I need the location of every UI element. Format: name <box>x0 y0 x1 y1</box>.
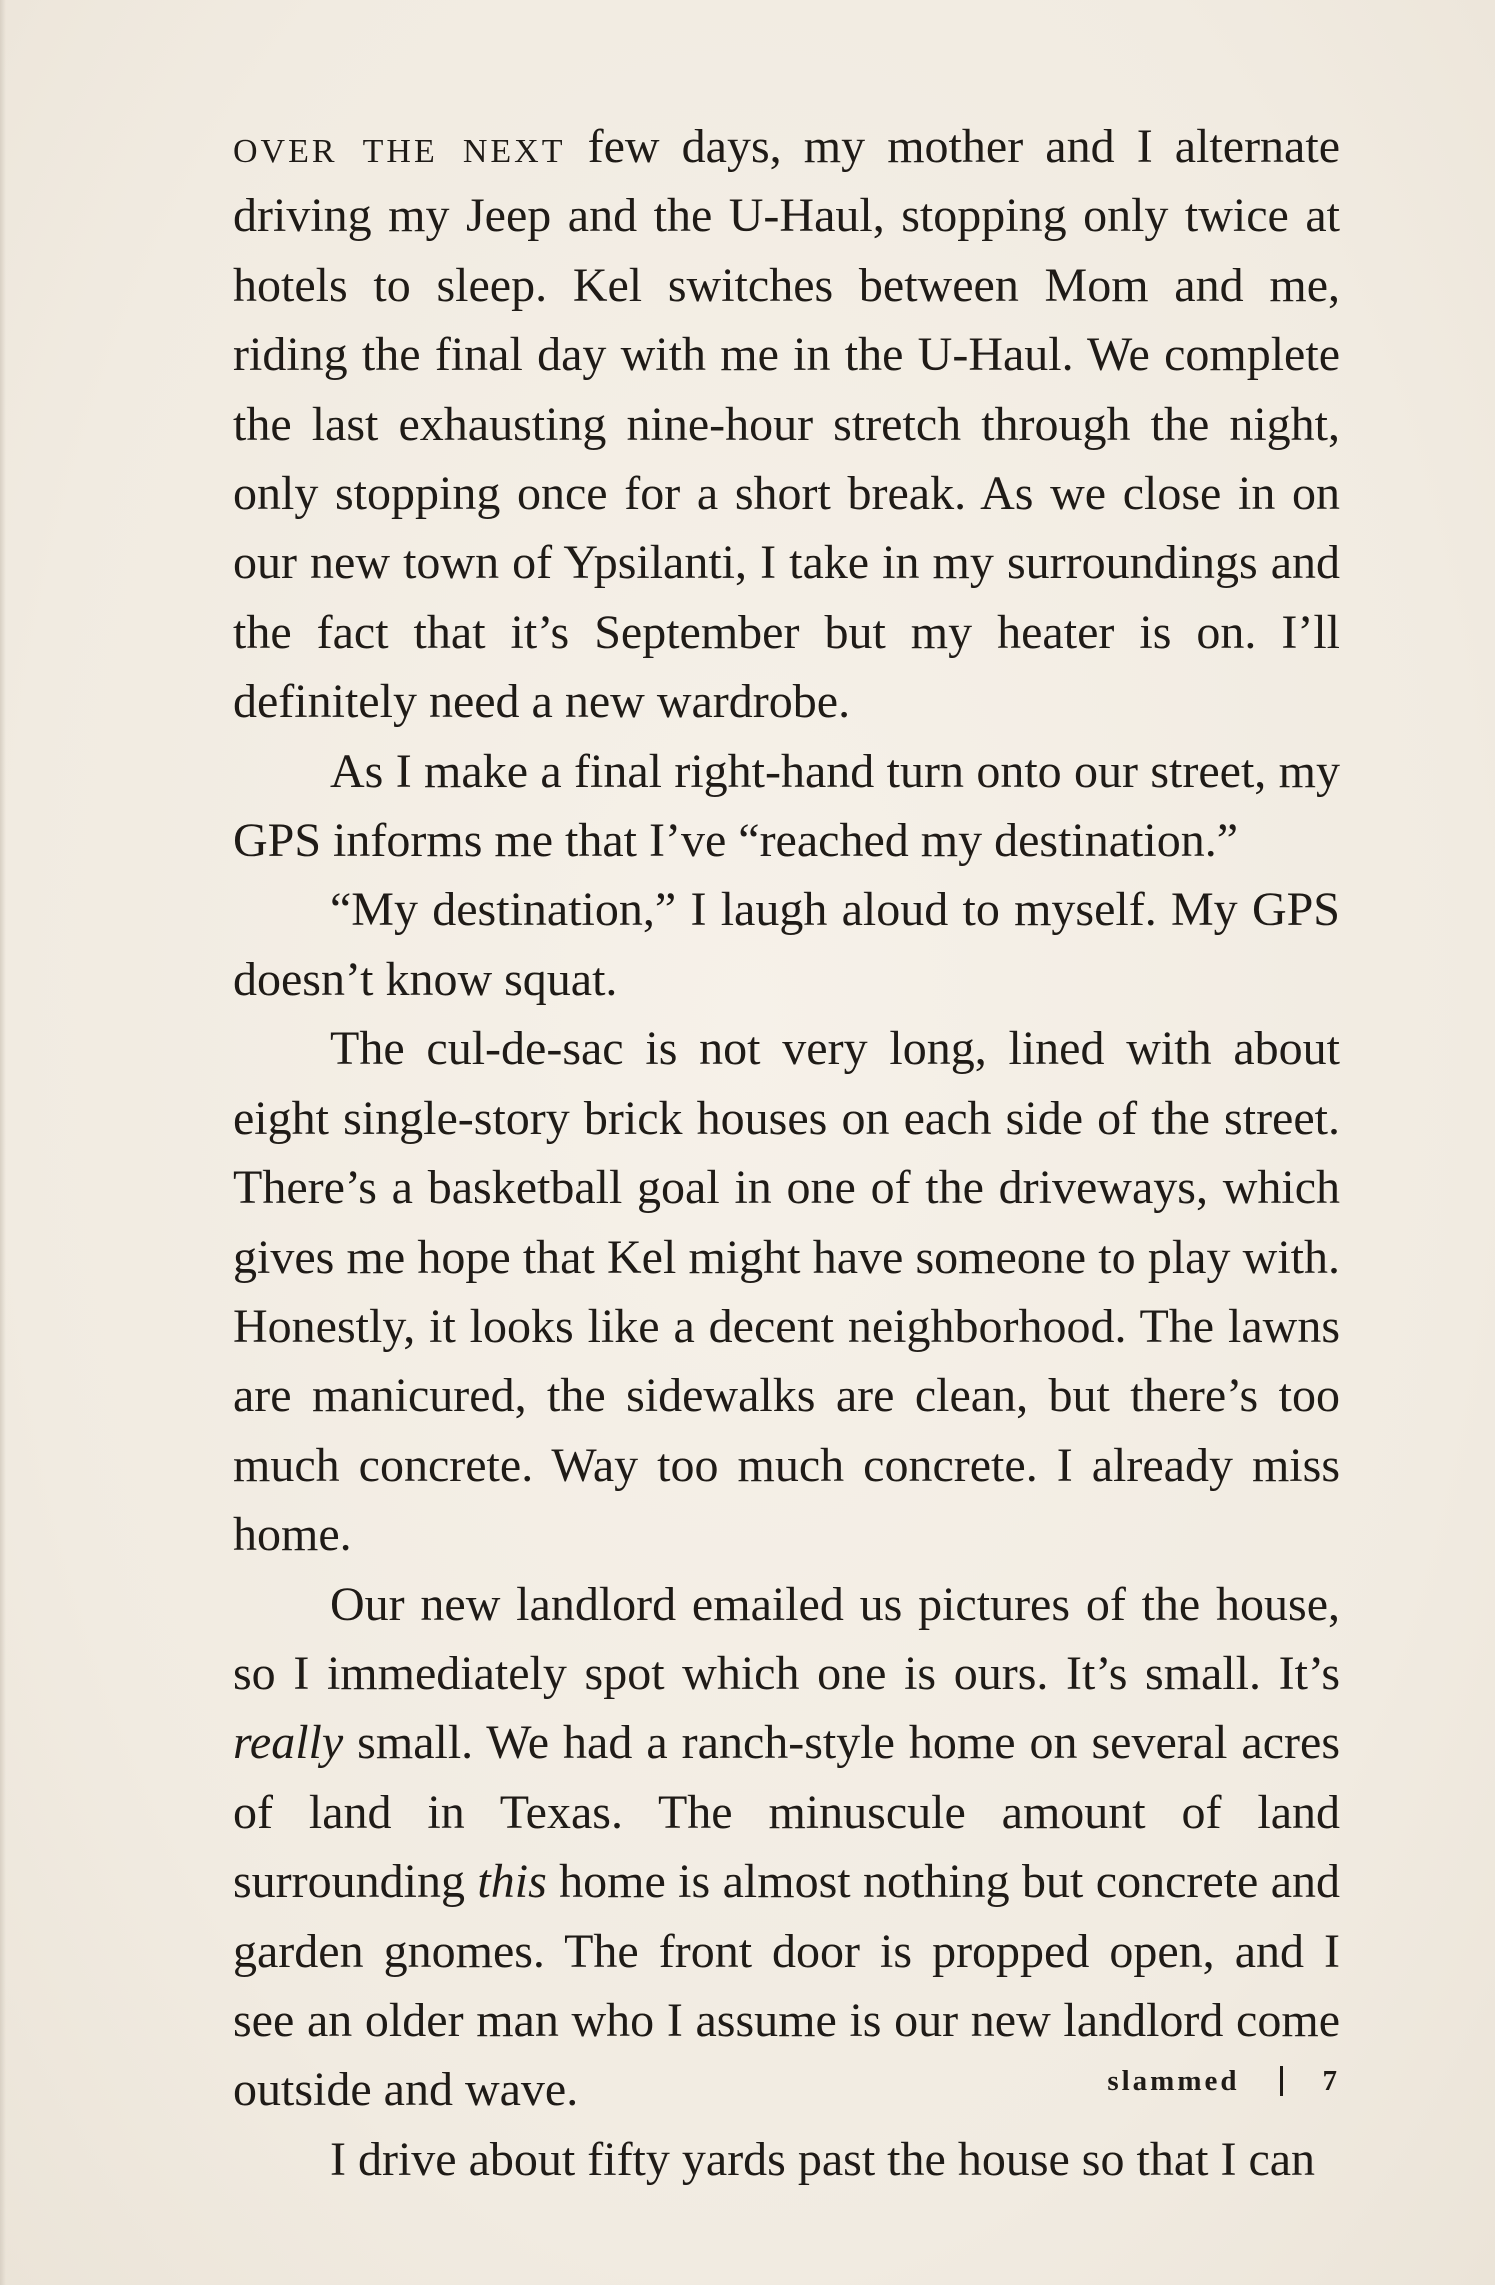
paragraph-3: “My destination,” I laugh aloud to myself. My GPS doesn’t know squat. <box>233 883 1340 1006</box>
body-text <box>233 112 1340 2194</box>
paragraph-2: As I make a final right-hand turn onto our street, my GPS informs me that I’ve “reached my destination.” <box>233 744 1340 868</box>
paragraph-6: I drive about fifty yards past the house so that I can <box>330 2132 1316 2186</box>
page-spine-shadow <box>0 0 6 2285</box>
paragraph-1 <box>233 112 1340 737</box>
paragraph-5-text-b: small. We had a ranch-style home on several acres of land in Texas. The minuscule amount of land surrounding <box>233 1716 1340 1909</box>
emphasis-this: this <box>477 1855 547 1909</box>
paragraph-1-text: few days, my mother and I alternate driving my Jeep and the U-Haul, stopping only twice at hotels to sleep. Kel switches between Mom and me, riding the final day with me in the U-Haul. We complete the last exhausting nine-hour stretch through the night, only stopping once for a short break. As we close in on our new town of Ypsilanti, I take in my surroundings and the fact that it’s September but my heater is on. I’ll definitely need a new wardrobe. <box>233 120 1341 729</box>
paragraph-5-text-a: Our new landlord emailed us pictures of the house, so I immediately spot which one is ours. It’s small. It’s <box>233 1577 1340 1700</box>
running-footer <box>1107 2056 1337 2106</box>
footer-book-title: slammed <box>1107 2064 1240 2097</box>
chapter-lead-in: over the next <box>233 120 566 173</box>
page-number: 7 <box>1322 2064 1337 2097</box>
paragraph-4: The cul-de-sac is not very long, lined with about eight single-story brick houses on each side of the street. There’s a basketball goal in one of the driveways, which gives me hope that Kel might have someone to play with. Honestly, it looks like a decent neighborhood. The lawns are manicured, the sidewalks are clean, but there’s too much concrete. Way too much concrete. I already miss home. <box>233 1022 1340 1562</box>
paragraph-5 <box>233 1570 1340 2125</box>
paragraph-5-text-c: home is almost nothing but concrete and garden gnomes. The front door is propped open, and I see an older man who I assume is our new landlord come outside and wave. <box>233 1855 1341 2117</box>
footer-divider <box>1280 2066 1283 2096</box>
emphasis-really: really <box>233 1716 344 1770</box>
